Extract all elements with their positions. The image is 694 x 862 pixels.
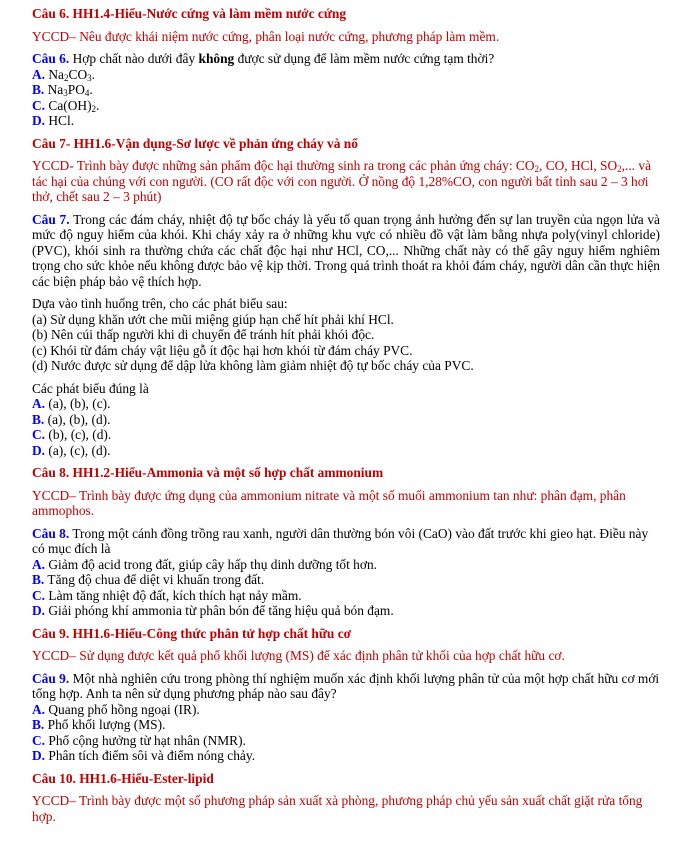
option-label: B.	[32, 717, 45, 732]
option-text: Ca(OH)	[48, 97, 92, 113]
q7-statement-d: (d) Nước được sử dụng để dập lửa không làm giảm nhiệt độ tự bốc cháy của PVC.	[32, 358, 474, 373]
q8-option-c	[32, 588, 660, 604]
option-text: Phổ cộng hưởng từ hạt nhân (NMR).	[48, 732, 246, 748]
option-label: B.	[32, 411, 45, 427]
q6-stem-bold: không	[198, 51, 235, 66]
subscript: 3	[87, 72, 92, 83]
q6-stem-before: Hợp chất nào dưới đây	[72, 51, 196, 66]
q9-stem-text: Một nhà nghiên cứu trong phòng thí nghiệm muốn xác định khối lượng phân tử của một hợp chất hữu cơ mới tổng hợp. Anh ta nên sử dụng phương pháp nào sau đây?	[32, 670, 660, 701]
q9-option-a	[32, 702, 660, 718]
option-label: D.	[32, 113, 46, 128]
option-label: C.	[32, 97, 46, 113]
q7-label: Câu 7.	[32, 211, 70, 227]
subscript: 2	[534, 164, 539, 174]
option-text: .	[89, 82, 93, 97]
subscript: 2	[64, 72, 69, 83]
q9-label: Câu 9.	[32, 670, 70, 686]
subscript: 4	[84, 88, 90, 98]
q7-stem-text: Trong các đám cháy, nhiệt độ tự bốc cháy là yếu tố quan trọng ảnh hưởng đến sự lan truyền của ngọn lửa và mức độ nguy hiểm của khói. Khi cháy xảy ra ở những khu vực có nhiều đồ vật làm bằng nhựa poly(vinyl chloride) (PVC), khói sinh ra thường chứa các chất độc hại như HCl, CO,... Những chất này có thể gây nguy hiểm nghiêm trọng cho sức khỏe nếu không được bảo vệ kịp thời. Trong quá trình thoát ra khỏi đám cháy, người dân cần thực hiện các biện pháp bảo vệ thích hợp.	[32, 211, 660, 289]
option-label: D.	[32, 748, 46, 763]
option-label: C.	[32, 427, 46, 442]
q8-option-b	[32, 572, 660, 588]
option-label: B.	[32, 82, 45, 97]
option-text: Phân tích điểm sôi và điểm nóng chảy.	[48, 748, 256, 763]
option-label: A.	[32, 66, 46, 82]
q7-stem	[32, 212, 660, 290]
q10-heading: Câu 10. HH1.6-Hiểu-Ester-lipid	[32, 770, 214, 786]
q10-yccd: YCCD– Trình bày được một số phương pháp sản xuất xà phòng, phương pháp chủ yếu sản xuất chất giặt rửa tổng hợp.	[32, 793, 643, 824]
option-text: Na	[47, 82, 64, 97]
q8-option-a	[32, 557, 660, 573]
q6-yccd: YCCD– Nêu được khái niệm nước cứng, phân loại nước cứng, phương pháp làm mềm.	[32, 28, 500, 44]
option-label: B.	[32, 572, 45, 587]
option-text: Giải phóng khí ammonia từ phân bón để tăng hiệu quả bón đạm.	[48, 603, 394, 618]
q9-option-d	[32, 748, 660, 764]
option-label: D.	[32, 603, 46, 618]
q6-heading: Câu 6. HH1.4-Hiểu-Nước cứng và làm mềm nước cứng	[32, 6, 347, 21]
q6-stem	[32, 51, 660, 67]
subscript: 2	[617, 164, 622, 174]
q8-yccd: YCCD– Trình bày được ứng dụng của ammonium nitrate và một số muối ammonium tan như: phân đạm, phân ammophos.	[32, 487, 626, 518]
q6-stem-after: được sử dụng để làm mềm nước cứng tạm thời?	[237, 51, 495, 66]
q6-option-c	[32, 98, 660, 114]
q9-option-c	[32, 733, 660, 749]
q9-option-b	[32, 717, 660, 733]
yccd-text: ,... và tác hại của chúng với con người. (CO rất độc với con người. Ở nồng độ 1,28%CO, con người bất tỉnh sau 2 – 3 hơi thở, chết sau 2 – 3 phút)	[32, 158, 652, 204]
option-label: D.	[32, 442, 46, 458]
q7-option-b	[32, 412, 660, 428]
q7-statement-c: (c) Khói từ đám cháy vật liệu gỗ ít độc hại hơn khói từ đám cháy PVC.	[32, 342, 413, 358]
yccd-text: YCCD- Trình bày được những sản phẩm độc hại thường sinh ra trong các phản ứng cháy: CO	[32, 158, 535, 173]
q7-yccd	[32, 158, 660, 205]
q7-option-c	[32, 427, 660, 443]
q6-option-a	[32, 67, 660, 83]
option-text: (a), (c), (d).	[48, 442, 111, 458]
q9-heading: Câu 9. HH1.6-Hiểu-Công thức phân tử hợp chất hữu cơ	[32, 625, 352, 641]
q7-intro: Dựa vào tình huống trên, cho các phát biểu sau:	[32, 296, 288, 311]
option-text: (b), (c), (d).	[48, 427, 112, 442]
q8-heading: Câu 8. HH1.2-Hiểu-Ammonia và một số hợp chất ammonium	[32, 465, 384, 480]
q7-heading: Câu 7- HH1.6-Vận dụng-Sơ lược về phản ứng cháy và nổ	[32, 135, 358, 151]
subscript: 2	[91, 103, 97, 114]
option-label: A.	[32, 556, 46, 572]
q8-label: Câu 8.	[32, 525, 70, 541]
option-text: .	[96, 97, 100, 113]
q8-stem	[32, 526, 660, 557]
option-label: C.	[32, 732, 46, 748]
option-text: .	[91, 66, 95, 82]
q8-option-d	[32, 603, 660, 619]
option-text: Quang phổ hồng ngoại (IR).	[48, 701, 200, 717]
option-text: Tăng độ chua để diệt vi khuẩn trong đất.	[47, 572, 265, 587]
q7-question: Các phát biểu đúng là	[32, 380, 149, 396]
option-text: Làm tăng nhiệt độ đất, kích thích hạt nảy mầm.	[48, 587, 302, 603]
subscript: 3	[63, 88, 68, 98]
q6-option-b	[32, 82, 660, 98]
option-text: CO	[68, 66, 88, 82]
option-text: (a), (b), (d).	[47, 411, 111, 427]
option-label: A.	[32, 396, 46, 411]
option-text: PO	[67, 82, 85, 97]
q7-option-d	[32, 443, 660, 459]
yccd-text: , CO, HCl, SO	[539, 158, 618, 173]
q6-option-d	[32, 113, 660, 129]
option-label: C.	[32, 587, 46, 603]
q6-label: Câu 6.	[32, 51, 70, 66]
option-text: Na	[48, 66, 65, 82]
option-text: Phổ khối lượng (MS).	[47, 717, 166, 732]
q9-yccd: YCCD– Sử dụng được kết quả phổ khối lượng (MS) để xác định phân tử khối của hợp chất hữu cơ.	[32, 648, 565, 663]
q9-stem	[32, 671, 660, 702]
option-label: A.	[32, 701, 46, 717]
q8-stem-text: Trong một cánh đồng trồng rau xanh, người dân thường bón vôi (CaO) vào đất trước khi gieo hạt. Điều này có mục đích là	[32, 525, 649, 556]
option-text: (a), (b), (c).	[48, 396, 111, 411]
q7-statement-b: (b) Nên cúi thấp người khi di chuyển để tránh hít phải khói độc.	[32, 327, 375, 342]
option-text: HCl.	[48, 113, 75, 128]
q7-statement-a: (a) Sử dụng khăn ướt che mũi miệng giúp hạn chế hít phải khí HCl.	[32, 311, 394, 327]
q7-option-a	[32, 396, 660, 412]
option-text: Giảm độ acid trong đất, giúp cây hấp thụ dinh dưỡng tốt hơn.	[48, 556, 377, 572]
